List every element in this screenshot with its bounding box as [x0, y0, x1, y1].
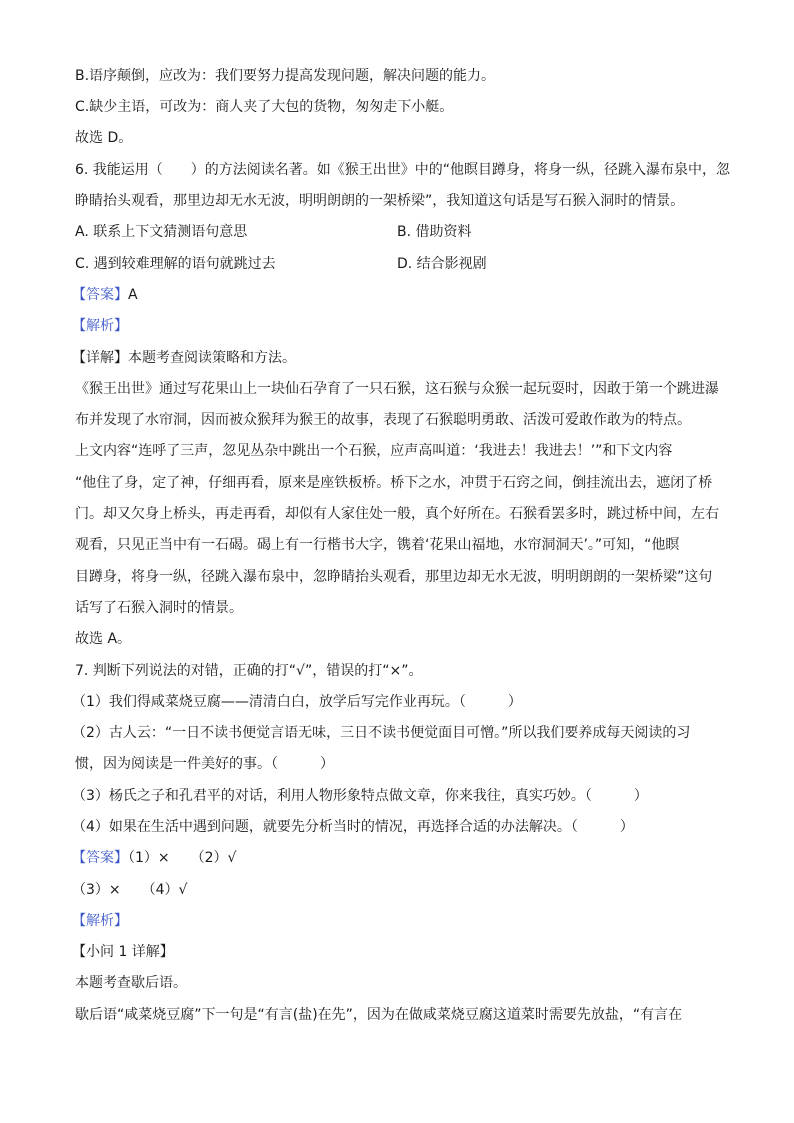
detail-tag: 【详解】 — [72, 350, 128, 366]
answer-tag: 【答案】 — [72, 287, 128, 303]
analysis-tag: 【解析】 — [72, 913, 128, 929]
option-d: D. 结合影视剧 — [397, 256, 487, 272]
detail-text: 本题考查阅读策略和方法。 — [128, 350, 296, 366]
answer-tag: 【答案】 — [72, 850, 128, 866]
answer-value: A — [128, 287, 138, 303]
detail-line — [72, 348, 296, 368]
analysis-body-line: 门。却又欠身上桥头，再走再看，却似有人家住处一般，真个好所在。石猴看罢多时，跳过桥中间，左右 — [75, 506, 719, 522]
question-6-stem: 6. 我能运用（ ）的方法阅读名著。如《猴王出世》中的“他瞑目蹲身，将身一纵，径跳入瀑布泉中，忽 — [75, 162, 731, 178]
analysis-body-line: 《猴王出世》通过写花果山上一块仙石孕育了一只石猴，这石猴与众猴一起玩耍时，因敢于第一个跳进瀑 — [75, 381, 719, 397]
option-a: A. 联系上下文猜测语句意思 — [75, 224, 248, 240]
analysis-body-line: 歇后语“咸菜烧豆腐”下一句是“有言(盐)在先”，因为在做咸菜烧豆腐这道菜时需要先放盐，“有言在 — [75, 1007, 683, 1023]
analysis-body-line: 本题考查歇后语。 — [75, 975, 187, 991]
question-6-stem-cont: 睁睛抬头观看，那里边却无水无波，明明朗朗的一架桥梁”，我知道这句话是写石猴入洞时的情景。 — [75, 193, 685, 209]
option-b: B. 借助资料 — [397, 224, 472, 240]
analysis-tag: 【解析】 — [72, 318, 128, 334]
analysis-body-line: 目蹲身，将身一纵，径跳入瀑布泉中，忽睁睛抬头观看，那里边却无水无波，明明朗朗的一架桥梁”这句 — [75, 569, 713, 585]
question-7-item: （2）古人云：“一日不读书便觉言语无味，三日不读书便觉面目可憎。”所以我们要养成每天阅读的习 — [72, 725, 691, 741]
text-line: B.语序颠倒，应改为：我们要努力提高发现问题，解决问题的能力。 — [75, 68, 496, 84]
option-c: C. 遇到较难理解的语句就跳过去 — [75, 256, 276, 272]
text-line: C.缺少主语，可改为：商人夹了大包的货物，匆匆走下小艇。 — [75, 99, 454, 115]
sub-question-tag: 【小问 1 详解】 — [72, 944, 174, 960]
question-7-item: （4）如果在生活中遇到问题，就要先分析当时的情况，再选择合适的办法解决。（ ） — [72, 819, 634, 835]
text-line: 故选 D。 — [75, 130, 133, 146]
question-7-item: （1）我们得咸菜烧豆腐——清清白白，放学后写完作业再玩。（ ） — [72, 694, 522, 710]
answer-line — [72, 848, 236, 868]
analysis-body-line: 观看，只见正当中有一石碣。碣上有一行楷书大字，镌着‘花果山福地，水帘洞洞天’。”可知，“他瞑 — [75, 537, 680, 553]
analysis-body-line: 故选 A。 — [75, 631, 132, 647]
analysis-body-line: 上文内容“连呼了三声，忽见丛杂中跳出一个石猴，应声高叫道：‘我进去！我进去！’”和下文内容 — [75, 443, 673, 459]
answer-line — [72, 285, 138, 305]
analysis-body-line: “他住了身，定了神，仔细再看，原来是座铁板桥。桥下之水，冲贯于石窍之间，倒挂流出去，遮闭了桥 — [75, 475, 713, 491]
answer-value: （1）× （2）√ — [128, 850, 237, 866]
question-7-item: （3）杨氏之子和孔君平的对话，利用人物形象特点做文章，你来我往，真实巧妙。（ ） — [72, 788, 648, 804]
answer-line-2: （3）× （4）√ — [72, 882, 188, 898]
analysis-body-line: 话写了石猴入洞时的情景。 — [75, 600, 243, 616]
question-7-stem: 7. 判断下列说法的对错，正确的打“√”，错误的打“×”。 — [75, 663, 423, 679]
analysis-body-line: 布并发现了水帘洞，因而被众猴拜为猴王的故事，表现了石猴聪明勇敢、活泼可爱敢作敢为的特点。 — [75, 412, 691, 428]
question-7-item-cont: 惯，因为阅读是一件美好的事。（ ） — [75, 756, 334, 772]
